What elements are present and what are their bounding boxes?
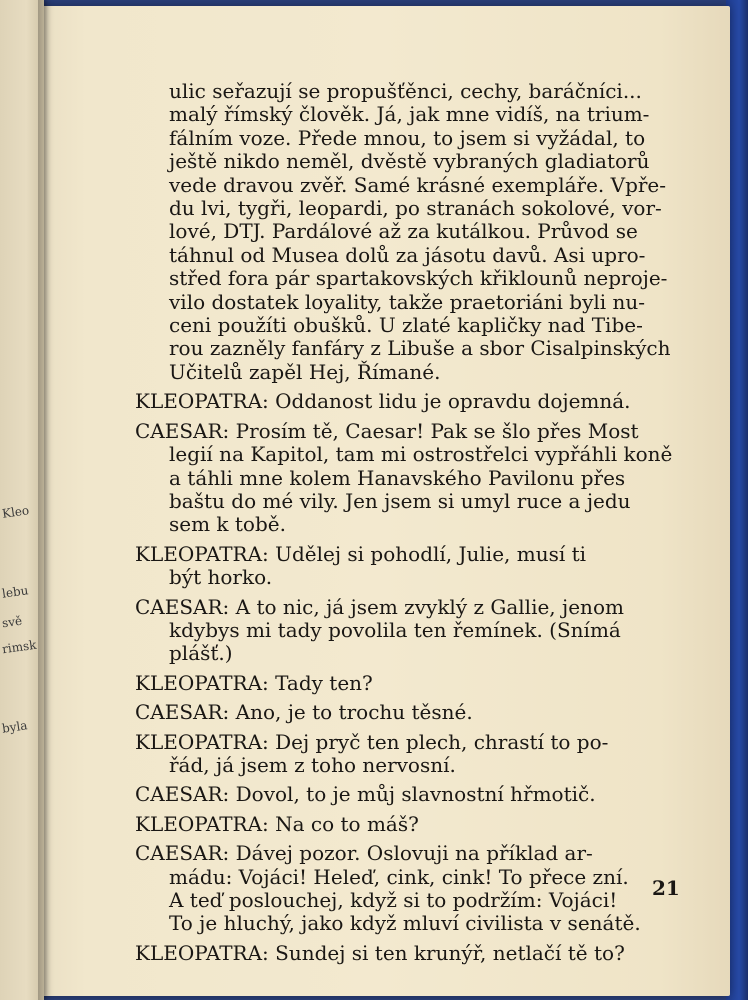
text-line: CAESAR: A to nic, já jsem zvyklý z Gallie, jenom: [135, 594, 624, 619]
text-line: a táhli mne kolem Hanavského Pavilonu přes: [169, 465, 626, 490]
text-line: řád, já jsem z toho nervosní.: [169, 752, 456, 777]
speech-kleopatra: [135, 731, 705, 778]
text-line: táhnul od Musea dolů za jásotu davů. Asi upro-: [169, 242, 646, 267]
speech-kleopatra: [135, 390, 705, 413]
speech-caesar: [135, 842, 705, 936]
text-line: baštu do mé vily. Jen jsem si umyl ruce a jedu: [169, 488, 631, 513]
text-line: malý římský člověk. Já, jak mne vidíš, na trium-: [169, 102, 650, 127]
text-line: vilo dostatek loyality, takže praetoriáni byli nu-: [169, 289, 646, 314]
speech-caesar: [135, 420, 705, 537]
text-line: CAESAR: Dovol, to je můj slavnostní hřmotič.: [135, 782, 596, 807]
speech-kleopatra: [135, 813, 705, 836]
text-line: KLEOPATRA: Dej pryč ten plech, chrastí to po-: [135, 729, 609, 754]
text-line: A teď poslouchej, když si to podržím: Vojáci!: [169, 888, 618, 912]
text-line: ulic seřazují se propušťěnci, cechy, baráčníci...: [169, 79, 642, 103]
text-line: střed fora pár spartakovských křiklounů neproje-: [169, 266, 668, 291]
text-line: ještě nikdo neměl, dvěstě vybraných gladiatorů: [169, 149, 650, 174]
previous-page-text: byla: [1, 718, 29, 736]
text-line: mádu: Vojáci! Heleď, cink, cink! To přece zní.: [169, 864, 629, 889]
page-text: [135, 80, 705, 965]
text-line: vede dravou zvěř. Samé krásné exempláře. Vpře-: [169, 172, 667, 197]
speech-caesar: [135, 701, 705, 724]
previous-page-text: Kleo: [1, 503, 30, 521]
text-line: CAESAR: Ano, je to trochu těsné.: [135, 700, 473, 725]
opening-paragraph: [135, 80, 705, 384]
text-line: KLEOPATRA: Oddanost lidu je opravdu dojemná.: [135, 389, 631, 414]
text-line: Učitelů zapěl Hej, Římané.: [169, 359, 441, 384]
text-line: KLEOPATRA: Na co to máš?: [135, 811, 419, 836]
speech-kleopatra: [135, 942, 705, 965]
text-line: plášť.): [169, 641, 233, 666]
text-line: To je hluchý, jako když mluví civilista v senátě.: [169, 911, 641, 936]
page-gutter-shadow: [38, 0, 48, 1000]
page-number: 21: [652, 876, 680, 900]
text-line: být horko.: [169, 565, 273, 590]
text-line: fálním voze. Přede mnou, to jsem si vyžádal, to: [169, 125, 646, 150]
previous-page-text: rimsk: [1, 637, 38, 657]
previous-page-text: lebu: [1, 583, 30, 601]
text-line: lové, DTJ. Pardálové až za kutálkou. Průvod se: [169, 219, 638, 244]
book-page: [30, 6, 730, 996]
text-line: ceni použíti obušků. U zlaté kapličky nad Tibe-: [169, 313, 643, 338]
text-line: KLEOPATRA: Udělej si pohodlí, Julie, musí ti: [135, 541, 587, 566]
text-line: rou zazněly fanfáry z Libuše a sbor Cisalpinských: [169, 336, 671, 361]
text-line: KLEOPATRA: Tady ten?: [135, 670, 373, 695]
text-line: legií na Kapitol, tam mi ostrostřelci vypřáhli koně: [169, 442, 673, 467]
previous-page-text: svě: [1, 613, 23, 631]
text-line: CAESAR: Prosím tě, Caesar! Pak se šlo přes Most: [135, 418, 639, 443]
speech-caesar: [135, 596, 705, 666]
text-line: KLEOPATRA: Sundej si ten krunýř, netlačí tě to?: [135, 940, 625, 965]
text-line: CAESAR: Dávej pozor. Oslovuji na příklad ar-: [135, 841, 593, 866]
speech-caesar: [135, 783, 705, 806]
speech-kleopatra: [135, 672, 705, 695]
text-line: du lvi, tygři, leopardi, po stranách sokolové, vor-: [169, 196, 662, 221]
speech-kleopatra: [135, 543, 705, 590]
text-line: sem k tobě.: [169, 512, 286, 537]
text-line: kdybys mi tady povolila ten řemínek. (Snímá: [169, 617, 621, 642]
